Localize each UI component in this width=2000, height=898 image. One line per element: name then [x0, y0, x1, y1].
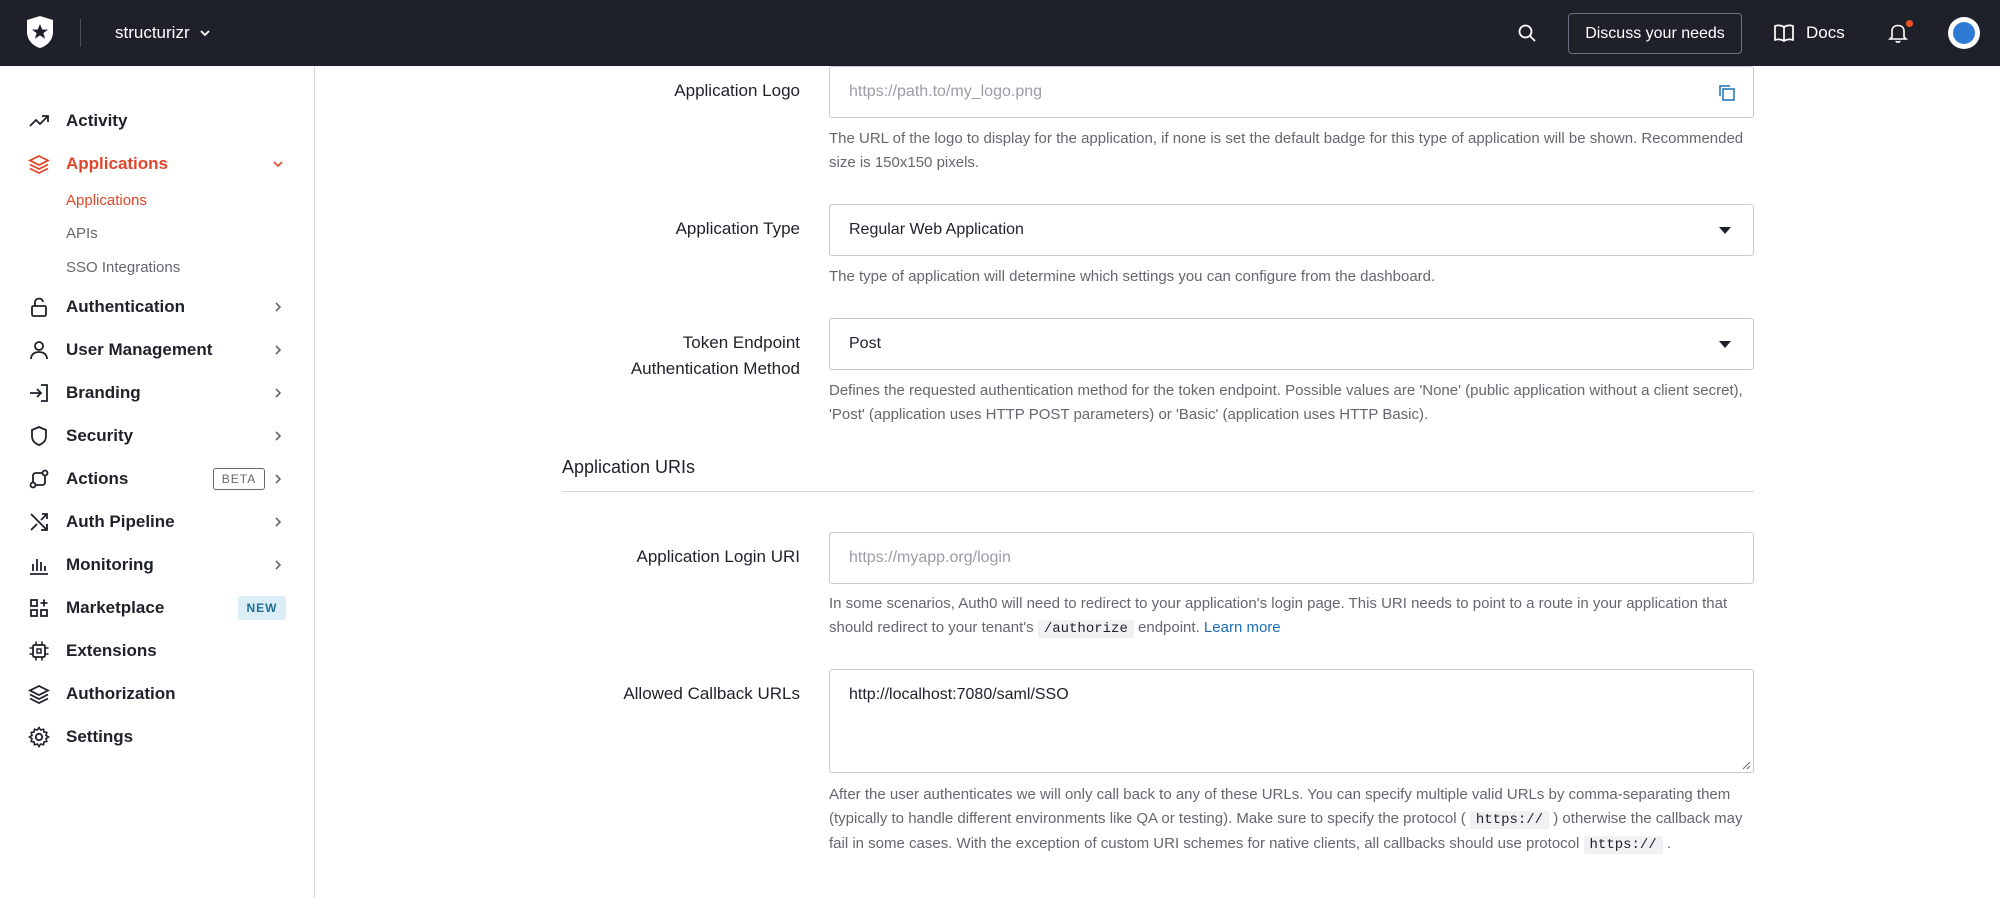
- login-uri-placeholder: https://myapp.org/login: [849, 549, 1011, 566]
- sidebar-item-marketplace[interactable]: [0, 590, 315, 626]
- sidebar-item-label: Marketplace: [66, 598, 165, 617]
- gear-icon: [27, 725, 51, 749]
- sidebar-item-auth-pipeline[interactable]: [0, 504, 315, 540]
- sidebar-item-label: Authorization: [66, 684, 176, 703]
- application-type-value: Regular Web Application: [849, 221, 1024, 238]
- chevron-right-icon: [272, 559, 284, 571]
- actions-icon: [27, 467, 51, 491]
- chevron-right-icon: [272, 430, 284, 442]
- https-code: https://: [1470, 811, 1549, 829]
- resize-grip-icon[interactable]: [1741, 760, 1751, 770]
- token-method-label: [500, 330, 800, 382]
- new-badge: NEW: [238, 596, 286, 620]
- user-icon: [27, 338, 51, 362]
- sidebar-item-authorization[interactable]: [0, 676, 315, 712]
- subnav-sso-integrations[interactable]: SSO Integrations: [66, 259, 181, 276]
- notification-dot: [1906, 20, 1913, 27]
- chevron-down-icon: [198, 26, 212, 40]
- sidebar-item-label: Applications: [66, 154, 169, 173]
- sidebar-item-label: Extensions: [66, 641, 157, 660]
- login-uri-help: [829, 592, 1754, 641]
- grid-plus-icon: [27, 596, 51, 620]
- sidebar-item-label: Actions: [66, 469, 129, 488]
- shield-icon: [27, 424, 51, 448]
- login-uri-label: Application Login URI: [636, 547, 800, 566]
- callback-help-text-2: ) otherwise the callback may fail in some cases. With the exception of custom URI schemes for native clients, all callbacks should use protocol: [829, 810, 1743, 852]
- sidebar-item-monitoring[interactable]: [0, 547, 315, 583]
- token-method-label-line1: Token Endpoint: [682, 333, 800, 352]
- sidebar-item-applications[interactable]: [0, 146, 315, 182]
- activity-icon: [27, 109, 51, 133]
- token-method-select[interactable]: [829, 318, 1754, 370]
- callback-urls-textarea[interactable]: [829, 669, 1754, 773]
- application-logo-label: Application Logo: [674, 81, 800, 100]
- sidebar-item-branding[interactable]: [0, 375, 315, 411]
- docs-label: Docs: [1806, 23, 1845, 42]
- section-divider: [562, 491, 1754, 492]
- sidebar-item-extensions[interactable]: [0, 633, 315, 669]
- caret-down-icon: [1719, 227, 1731, 234]
- search-icon[interactable]: [1515, 21, 1539, 45]
- application-type-help: The type of application will determine which settings you can configure from the dashboard.: [829, 268, 1436, 285]
- sidebar-item-label: User Management: [66, 340, 213, 359]
- sidebar-item-label: Security: [66, 426, 134, 445]
- tenant-name: structurizr: [115, 23, 190, 42]
- sidebar-item-activity[interactable]: [0, 103, 315, 139]
- callback-urls-value: http://localhost:7080/saml/SSO: [849, 686, 1069, 703]
- top-bar: [0, 0, 2000, 66]
- sidebar-item-authentication[interactable]: [0, 289, 315, 325]
- chip-icon: [27, 639, 51, 663]
- callback-urls-label: Allowed Callback URLs: [623, 684, 800, 703]
- lock-icon: [27, 295, 51, 319]
- chevron-right-icon: [272, 301, 284, 313]
- chevron-right-icon: [272, 387, 284, 399]
- chevron-down-icon: [272, 158, 284, 170]
- sidebar-item-actions[interactable]: [0, 461, 315, 497]
- application-uris-heading: Application URIs: [562, 457, 696, 477]
- token-method-label-line2: Authentication Method: [630, 359, 800, 378]
- application-logo-help: The URL of the logo to display for the application, if none is set the default badge for this type of application will be shown. Recommended size is 150x150 pixels.: [829, 130, 1744, 171]
- avatar[interactable]: [1948, 17, 1980, 49]
- sidebar-item-settings[interactable]: [0, 719, 315, 755]
- docs-link[interactable]: [1772, 20, 1845, 46]
- chevron-right-icon: [272, 473, 284, 485]
- auth0-logo-icon[interactable]: [25, 15, 55, 49]
- sidebar: [0, 66, 315, 898]
- sidebar-item-security[interactable]: [0, 418, 315, 454]
- application-type-select[interactable]: [829, 204, 1754, 256]
- shuffle-icon: [27, 510, 51, 534]
- login-uri-help-text-end: endpoint.: [1138, 619, 1200, 636]
- token-method-help: Defines the requested authentication method for the token endpoint. Possible values are 'None' (public application without a client secret), 'Post' (application uses HTTP POST parameters) or 'Basic' (application uses HTTP Basic).: [829, 382, 1743, 423]
- chevron-right-icon: [272, 516, 284, 528]
- tenant-switcher[interactable]: [115, 21, 212, 45]
- learn-more-link[interactable]: Learn more: [1203, 619, 1281, 636]
- authorize-code: /authorize: [1038, 620, 1134, 638]
- chevron-right-icon: [272, 344, 284, 356]
- sidebar-item-label: Settings: [66, 727, 134, 746]
- callback-help-text-3: .: [1666, 835, 1672, 852]
- bar-chart-icon: [27, 553, 51, 577]
- callback-help-text: After the user authenticates we will only call back to any of these URLs. You can specify multiple valid URLs by comma-separating them (typically to handle different environments like QA or testing). Make sure to specify the protocol (: [829, 786, 1731, 827]
- topbar-divider: [80, 19, 81, 47]
- token-method-value: Post: [849, 335, 882, 352]
- sidebar-item-user-management[interactable]: [0, 332, 315, 368]
- book-icon: [1772, 21, 1796, 45]
- copy-icon[interactable]: [1717, 83, 1737, 103]
- sign-in-icon: [27, 381, 51, 405]
- sidebar-item-label: Monitoring: [66, 555, 154, 574]
- layers-icon: [27, 152, 51, 176]
- sidebar-item-label: Authentication: [66, 297, 185, 316]
- callback-urls-help: [829, 783, 1754, 857]
- discuss-your-needs-button[interactable]: Discuss your needs: [1568, 13, 1742, 54]
- login-uri-input[interactable]: [829, 532, 1754, 584]
- caret-down-icon: [1719, 341, 1731, 348]
- application-type-label: Application Type: [675, 219, 800, 238]
- sidebar-item-label: Activity: [66, 111, 128, 130]
- layers-icon: [27, 682, 51, 706]
- application-logo-input[interactable]: [829, 66, 1754, 118]
- application-logo-placeholder: https://path.to/my_logo.png: [849, 83, 1043, 100]
- sidebar-item-label: Branding: [66, 383, 141, 402]
- sidebar-item-label: Auth Pipeline: [66, 512, 175, 531]
- subnav-applications[interactable]: Applications: [66, 192, 147, 209]
- beta-badge: BETA: [213, 468, 265, 490]
- subnav-apis[interactable]: APIs: [66, 225, 98, 242]
- https-code: https://: [1584, 836, 1663, 854]
- login-uri-help-text: In some scenarios, Auth0 will need to redirect to your application's login page. This URI needs to point to a route in your application that should redirect to your tenant's: [829, 595, 1728, 636]
